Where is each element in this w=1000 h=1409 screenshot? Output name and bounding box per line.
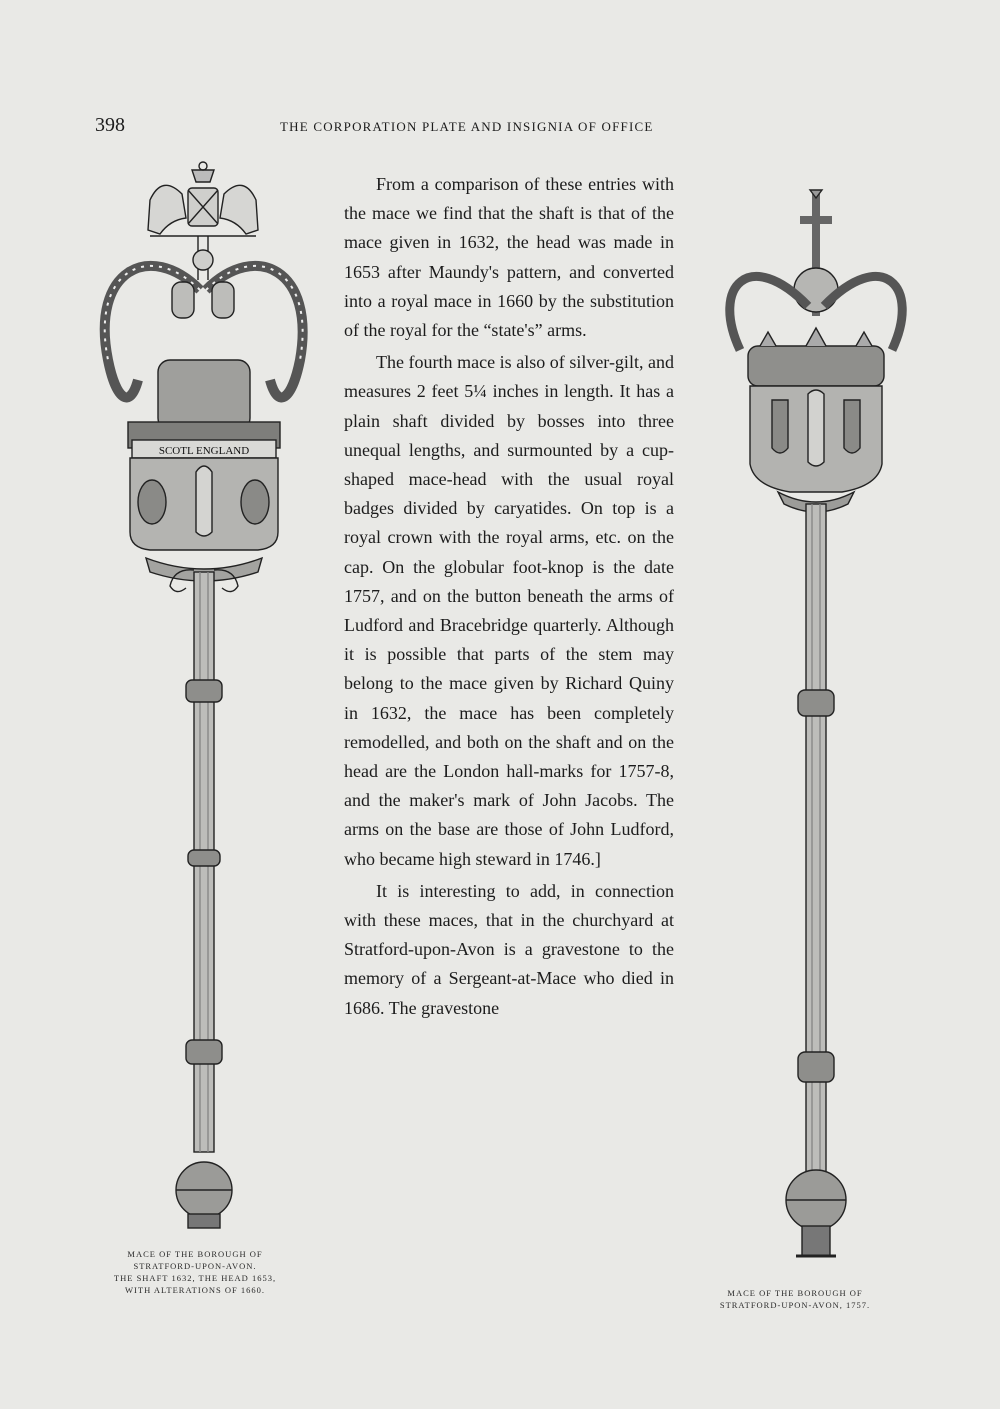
caption-line: WITH ALTERATIONS OF 1660. bbox=[125, 1285, 265, 1295]
mace-illustration-1653 bbox=[90, 160, 320, 1240]
caption-line: STRATFORD-UPON-AVON. bbox=[133, 1261, 257, 1271]
caption-left bbox=[70, 1248, 320, 1296]
orb-icon bbox=[794, 268, 838, 312]
page-header bbox=[95, 114, 745, 140]
royal-arms-icon bbox=[148, 162, 258, 236]
caption-line: MACE OF THE BOROUGH OF bbox=[727, 1288, 863, 1298]
paragraph: It is interesting to add, in connection with these maces, that in the churchyard at Stratford-upon-Avon is a gravestone to the memory of a Sergeant-at-Mace who died in 1686. The gravestone bbox=[344, 880, 674, 1018]
caption-right bbox=[680, 1287, 910, 1311]
caption-line: MACE OF THE BOROUGH OF bbox=[127, 1249, 263, 1259]
caption-line: THE SHAFT 1632, THE HEAD 1653, bbox=[113, 1273, 277, 1283]
paragraph: The fourth mace is also of silver-gilt, and measures 2 feet 5¼ inches in length. It has a plain shaft divided by bosses into three unequal lengths, and surmounted by a cup-shaped mace-head with the usual royal badges divided by caryatides. On top is a royal crown with the royal arms, etc. on the cap. On the globular foot-knop is the date 1757, and on the button beneath the arms of Ludford and Bracebridge quarterly. Although it is possible that parts of the stem may belong to the mace given by Richard Quiny in 1632, the mace has been completely remodelled, and both on the shaft and on the head are the London hall-marks for 1757-8, and the maker's mark of John Jacobs. The arms on the base are those of John Ludford, who became high steward in 1746.] bbox=[344, 352, 674, 869]
body-text bbox=[344, 170, 674, 1023]
page-number: 398 bbox=[95, 114, 125, 136]
mace-illustration-1757 bbox=[710, 186, 910, 1276]
paragraph: From a comparison of these entries with the mace we find that the shaft is that of the mace given in 1632, the head was made in 1653 after Maundy's pattern, and converted into a royal mace in 1660 by the substitution of the royal for the “state's” arms. bbox=[344, 174, 674, 341]
running-title: THE CORPORATION PLATE AND INSIGNIA OF OFFICE bbox=[280, 119, 654, 134]
caption-line: STRATFORD-UPON-AVON, 1757. bbox=[719, 1300, 871, 1310]
crown-band-inscription: SCOTL ENGLAND bbox=[158, 445, 250, 457]
